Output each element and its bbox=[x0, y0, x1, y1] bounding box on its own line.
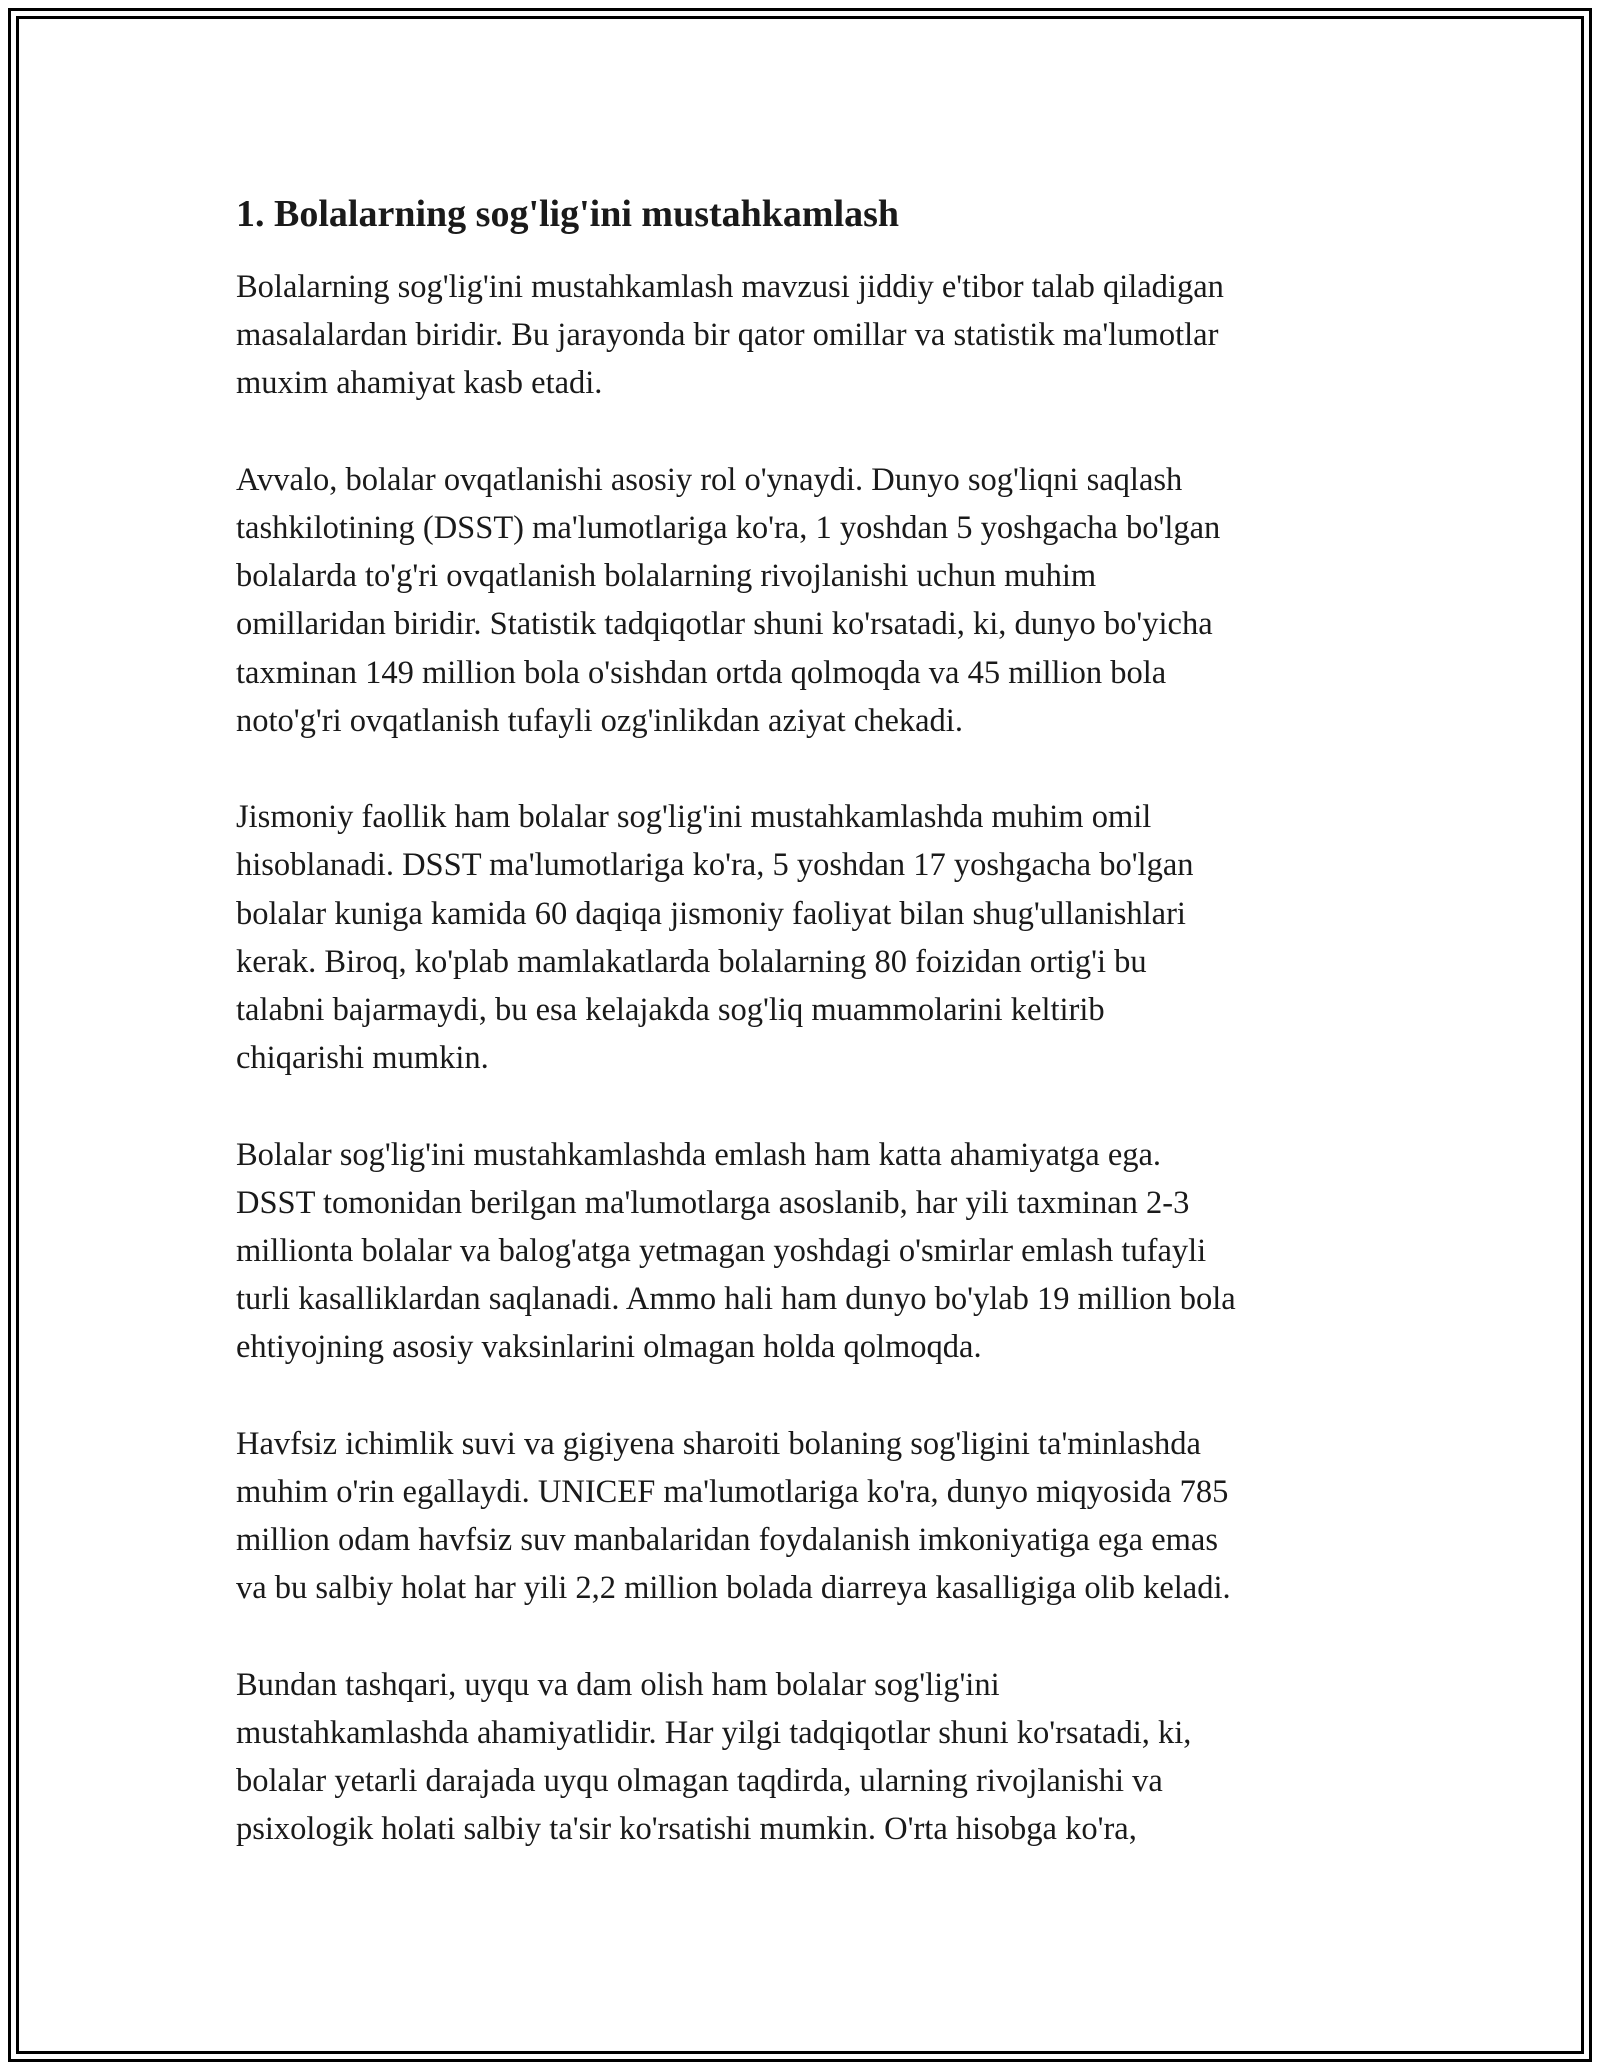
text-line: turli kasalliklardan saqlanadi. Ammo hali ham dunyo bo'ylab 19 million bola bbox=[236, 1281, 1236, 1318]
text-line: taxminan 149 million bola o'sishdan ortda qolmoqda va 45 million bola bbox=[236, 654, 1167, 691]
text-line: Jismoniy faollik ham bolalar sog'lig'ini mustahkamlashda muhim omil bbox=[236, 799, 1152, 836]
text-line: hisoblanadi. DSST ma'lumotlariga ko'ra, 5 yoshdan 17 yoshgacha bo'lgan bbox=[236, 847, 1194, 884]
text-line: DSST tomonidan berilgan ma'lumotlarga asoslanib, har yili taxminan 2-3 bbox=[236, 1184, 1190, 1221]
text-line: bolalar kuniga kamida 60 daqiqa jismoniy faoliyat bilan shug'ullanishlari bbox=[236, 895, 1186, 932]
text-line: million odam havfsiz suv manbalaridan foydalanish imkoniyatiga ega emas bbox=[236, 1522, 1218, 1559]
text-line: va bu salbiy holat har yili 2,2 million bolada diarreya kasalligiga olib keladi. bbox=[236, 1570, 1231, 1607]
paragraph bbox=[236, 456, 1376, 745]
text-line: mustahkamlashda ahamiyatlidir. Har yilgi tadqiqotlar shuni ko'rsatadi, ki, bbox=[236, 1715, 1192, 1752]
section-title: 1. Bolalarning sog'lig'ini mustahkamlash bbox=[236, 193, 900, 235]
text-line: Bolalar sog'lig'ini mustahkamlashda emlash ham katta ahamiyatga ega. bbox=[236, 1136, 1162, 1173]
text-line: omillaridan biridir. Statistik tadqiqotlar shuni ko'rsatadi, ki, dunyo bo'yicha bbox=[236, 606, 1213, 643]
paragraph bbox=[236, 263, 1376, 408]
document-body bbox=[236, 188, 1376, 1902]
text-line: muxim ahamiyat kasb etadi. bbox=[236, 365, 603, 402]
paragraph bbox=[236, 1420, 1376, 1613]
text-line: millionta bolalar va balog'atga yetmagan yoshdagi o'smirlar emlash tufayli bbox=[236, 1233, 1207, 1270]
paragraph bbox=[236, 1131, 1376, 1372]
text-line: Bolalarning sog'lig'ini mustahkamlash mavzusi jiddiy e'tibor talab qiladigan bbox=[236, 269, 1224, 305]
text-line: ehtiyojning asosiy vaksinlarini olmagan holda qolmoqda. bbox=[236, 1329, 982, 1366]
text-line: Bundan tashqari, uyqu va dam olish ham bolalar sog'lig'ini bbox=[236, 1666, 1000, 1703]
text-line: Avvalo, bolalar ovqatlanishi asosiy rol o'ynaydi. Dunyo sog'liqni saqlash bbox=[236, 461, 1183, 498]
text-line: bolalarda to'g'ri ovqatlanish bolalarning rivojlanishi uchun muhim bbox=[236, 558, 1097, 595]
paragraph bbox=[236, 1661, 1376, 1854]
text-line: muhim o'rin egallaydi. UNICEF ma'lumotlariga ko'ra, dunyo miqyosida 785 bbox=[236, 1474, 1229, 1511]
text-line: psixologik holati salbiy ta'sir ko'rsatishi mumkin. O'rta hisobga ko'ra, bbox=[236, 1811, 1137, 1848]
text-line: bolalar yetarli darajada uyqu olmagan taqdirda, ularning rivojlanishi va bbox=[236, 1763, 1163, 1800]
text-line: chiqarishi mumkin. bbox=[236, 1040, 489, 1077]
paragraph bbox=[236, 793, 1376, 1082]
text-line: Havfsiz ichimlik suvi va gigiyena sharoiti bolaning sog'ligini ta'minlashda bbox=[236, 1425, 1201, 1462]
text-line: talabni bajarmaydi, bu esa kelajakda sog'liq muammolarini keltirib bbox=[236, 992, 1105, 1029]
text-line: noto'g'ri ovqatlanish tufayli ozg'inlikdan aziyat chekadi. bbox=[236, 702, 963, 739]
text-line: kerak. Biroq, ko'plab mamlakatlarda bolalarning 80 foizidan ortig'i bu bbox=[236, 943, 1147, 980]
text-line: masalalardan biridir. Bu jarayonda bir qator omillar va statistik ma'lumotlar bbox=[236, 317, 1219, 354]
text-line: tashkilotining (DSST) ma'lumotlariga ko'ra, 1 yoshdan 5 yoshgacha bo'lgan bbox=[236, 510, 1221, 546]
